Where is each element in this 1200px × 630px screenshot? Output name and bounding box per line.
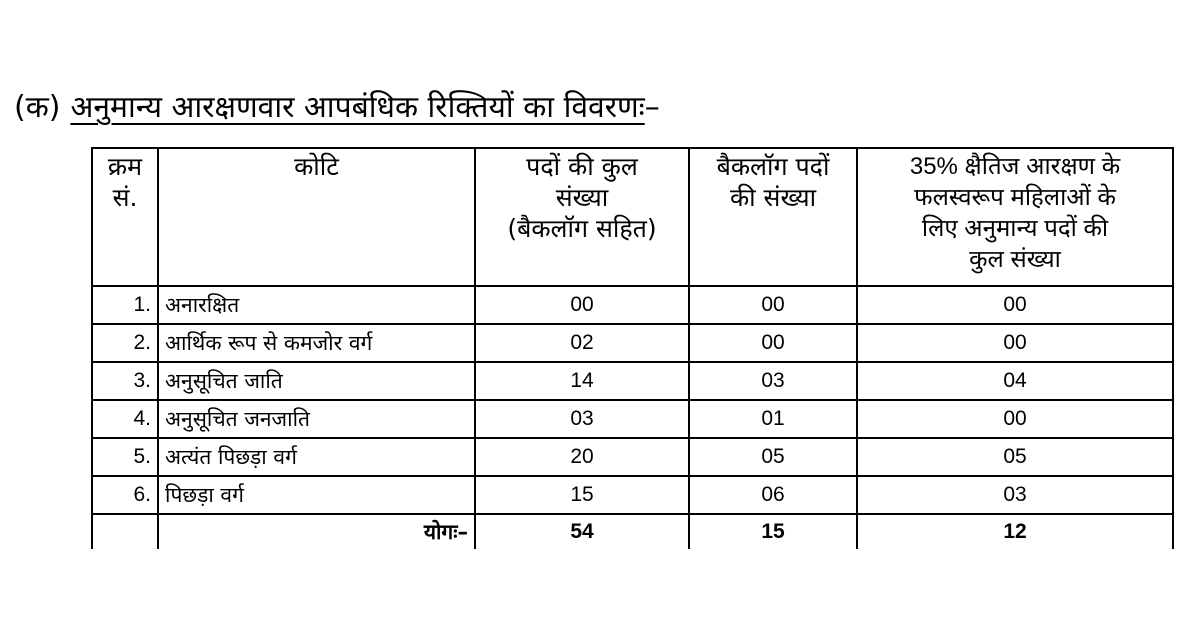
header-women-posts-text: 35% क्षैतिज आरक्षण के फलस्वरूप महिलाओं के लिए अनुमान्य पदों की कुल संख्या: [909, 153, 1121, 273]
section-heading: [14, 88, 660, 128]
total-women-sum: 12: [857, 514, 1173, 549]
heading-prefix: (क): [14, 90, 61, 125]
total-label: योगः–: [158, 514, 475, 549]
row-category: अनुसूचित जनजाति: [158, 400, 475, 438]
row-women-posts: 04: [857, 362, 1173, 400]
row-serial: 6.: [92, 476, 158, 514]
total-posts-sum: 54: [475, 514, 689, 549]
header-total-posts-text: पदों की कुल संख्या (बैकलॉग सहित): [507, 152, 657, 243]
row-serial: 3.: [92, 362, 158, 400]
row-serial: 5.: [92, 438, 158, 476]
row-total-posts: 00: [475, 286, 689, 324]
row-backlog-posts: 06: [689, 476, 857, 514]
row-total-posts: 02: [475, 324, 689, 362]
row-category: पिछड़ा वर्ग: [158, 476, 475, 514]
table-row: [92, 438, 1173, 476]
row-category: अनुसूचित जाति: [158, 362, 475, 400]
header-category: [158, 148, 475, 286]
table-row: [92, 400, 1173, 438]
table-total-row: [92, 514, 1173, 549]
total-serial-empty: [92, 514, 158, 549]
table-header-row: [92, 148, 1173, 286]
row-women-posts: 03: [857, 476, 1173, 514]
row-backlog-posts: 03: [689, 362, 857, 400]
row-serial: 4.: [92, 400, 158, 438]
row-women-posts: 05: [857, 438, 1173, 476]
row-total-posts: 14: [475, 362, 689, 400]
row-backlog-posts: 00: [689, 324, 857, 362]
table-row: [92, 286, 1173, 324]
header-women-posts: [857, 148, 1173, 286]
row-category: अनारक्षित: [158, 286, 475, 324]
table-row: [92, 476, 1173, 514]
row-women-posts: 00: [857, 400, 1173, 438]
table-row: [92, 362, 1173, 400]
row-backlog-posts: 00: [689, 286, 857, 324]
header-total-posts: [475, 148, 689, 286]
row-women-posts: 00: [857, 286, 1173, 324]
header-serial-text: क्रम सं.: [107, 152, 143, 212]
header-backlog-posts-text: बैकलॉग पदों की संख्या: [716, 152, 830, 212]
header-backlog-posts: [689, 148, 857, 286]
table-row: [92, 324, 1173, 362]
row-total-posts: 20: [475, 438, 689, 476]
row-category: आर्थिक रूप से कमजोर वर्ग: [158, 324, 475, 362]
row-women-posts: 00: [857, 324, 1173, 362]
row-backlog-posts: 01: [689, 400, 857, 438]
row-serial: 2.: [92, 324, 158, 362]
row-total-posts: 15: [475, 476, 689, 514]
header-serial: [92, 148, 158, 286]
row-category: अत्यंत पिछड़ा वर्ग: [158, 438, 475, 476]
row-serial: 1.: [92, 286, 158, 324]
header-category-text: कोटि: [294, 152, 339, 181]
total-backlog-sum: 15: [689, 514, 857, 549]
row-total-posts: 03: [475, 400, 689, 438]
vacancy-table: [91, 147, 1174, 549]
row-backlog-posts: 05: [689, 438, 857, 476]
heading-title: अनुमान्य आरक्षणवार आपबंधिक रिक्तियों का विवरणः: [70, 90, 645, 125]
heading-suffix: –: [644, 90, 660, 125]
